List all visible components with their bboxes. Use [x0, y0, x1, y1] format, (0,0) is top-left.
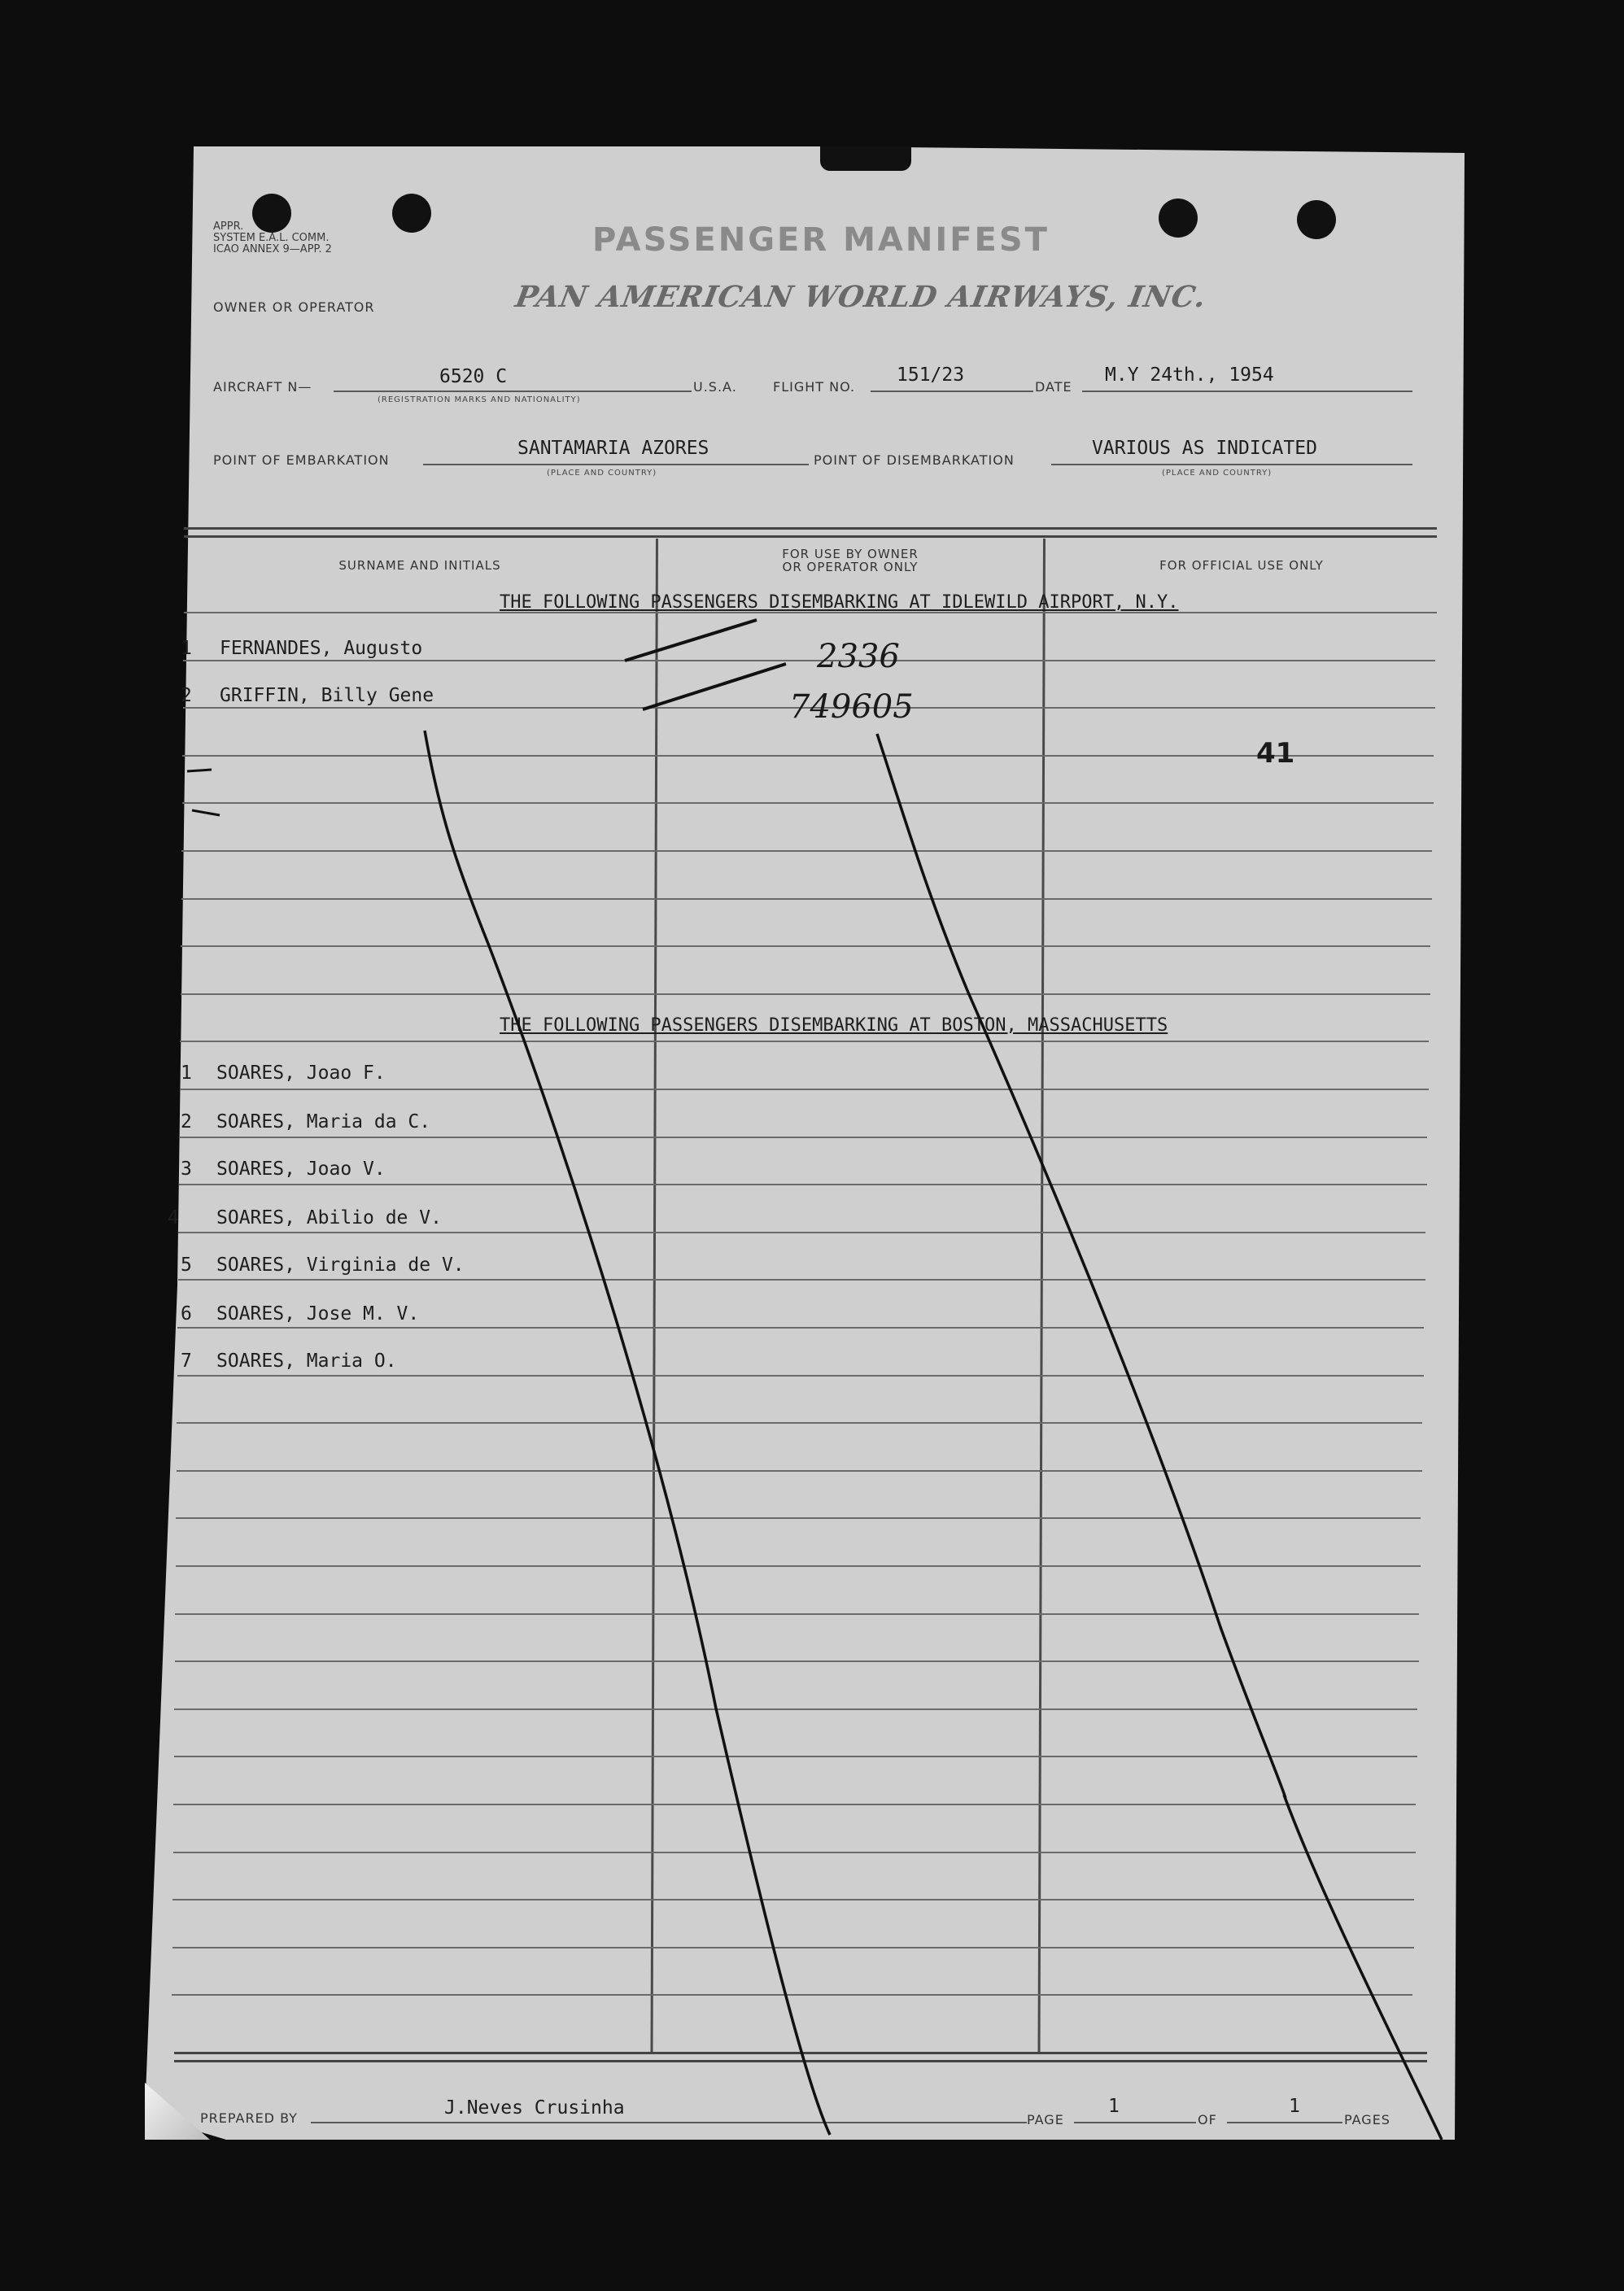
- usa-label: U.S.A.: [693, 379, 737, 395]
- aircraft-value: 6520 C: [439, 366, 508, 387]
- form-ref-line2: SYSTEM E.A.L. COMM.: [213, 232, 330, 244]
- section-heading-boston: THE FOLLOWING PASSENGERS DISEMBARKING AT BOSTON, MASSACHUSETTS: [500, 1015, 1168, 1036]
- stamp-number: 41: [1256, 737, 1295, 770]
- flight-label: FLIGHT NO.: [773, 379, 856, 395]
- form-ref-line3: ICAO ANNEX 9—APP. 2: [213, 243, 332, 255]
- pen-strike-line: [1284, 1795, 1442, 2140]
- col-header-surname: SURNAME AND INITIALS: [338, 558, 501, 573]
- form-ref-line1: APPR.: [213, 220, 244, 233]
- passenger-number: 5: [181, 1255, 192, 1276]
- section-heading-idlewild: THE FOLLOWING PASSENGERS DISEMBARKING AT IDLEWILD AIRPORT, N.Y.: [500, 592, 1179, 613]
- passenger-number: 7: [181, 1351, 192, 1372]
- disembark-value: VARIOUS AS INDICATED: [1092, 438, 1317, 459]
- pen-dash: [192, 810, 220, 815]
- pen-strike-line: [877, 734, 1286, 1798]
- embark-sublabel: (PLACE AND COUNTRY): [547, 469, 657, 478]
- passenger-number: 1: [181, 1063, 192, 1084]
- passenger-name: SOARES, Maria da C.: [216, 1111, 431, 1132]
- of-value: 1: [1289, 2096, 1300, 2117]
- handwritten-number: 749605: [789, 688, 914, 726]
- passenger-number: 6: [181, 1303, 192, 1324]
- owner-value: PAN AMERICAN WORLD AIRWAYS, INC.: [513, 280, 1210, 314]
- passenger-name: SOARES, Joao V.: [216, 1159, 386, 1180]
- pen-dash: [643, 664, 786, 709]
- disembark-label: POINT OF DISEMBARKATION: [814, 452, 1015, 468]
- passenger-name: SOARES, Joao F.: [216, 1063, 386, 1084]
- aircraft-sublabel: (REGISTRATION MARKS AND NATIONALITY): [378, 395, 581, 404]
- prepared-label: PREPARED BY: [200, 2110, 298, 2126]
- of-label: OF: [1198, 2112, 1217, 2127]
- passenger-name: GRIFFIN, Billy Gene: [220, 685, 434, 706]
- pen-dash: [187, 770, 212, 771]
- pen-dash: [625, 620, 757, 661]
- pages-label: PAGES: [1344, 2112, 1390, 2127]
- date-value: M.Y 24th., 1954: [1105, 364, 1274, 386]
- passenger-name: SOARES, Maria O.: [216, 1351, 397, 1372]
- handwritten-number: 2336: [817, 638, 900, 675]
- date-label: DATE: [1035, 379, 1072, 395]
- col-header-owner-line2: OR OPERATOR ONLY: [782, 560, 919, 574]
- passenger-number: 2: [181, 685, 192, 706]
- passenger-number: 4: [168, 1207, 179, 1228]
- disembark-sublabel: (PLACE AND COUNTRY): [1162, 469, 1273, 478]
- passenger-name: SOARES, Virginia de V.: [216, 1255, 465, 1276]
- passenger-name: FERNANDES, Augusto: [220, 638, 423, 659]
- passenger-number: 2: [181, 1111, 192, 1132]
- passenger-name: SOARES, Abilio de V.: [216, 1207, 442, 1228]
- embark-label: POINT OF EMBARKATION: [213, 452, 390, 468]
- embark-value: SANTAMARIA AZORES: [517, 438, 709, 459]
- form-title: PASSENGER MANIFEST: [592, 221, 1050, 259]
- flight-value: 151/23: [897, 364, 965, 386]
- col-header-official: FOR OFFICIAL USE ONLY: [1159, 558, 1324, 573]
- aircraft-label: AIRCRAFT N—: [213, 379, 312, 395]
- prepared-value: J.Neves Crusinha: [444, 2097, 625, 2119]
- page-label: PAGE: [1027, 2112, 1064, 2127]
- passenger-name: SOARES, Jose M. V.: [216, 1303, 420, 1324]
- col-header-owner-line1: FOR USE BY OWNER: [782, 547, 919, 561]
- passenger-number: 3: [181, 1159, 192, 1180]
- passenger-number: 1: [181, 638, 192, 659]
- owner-label: OWNER OR OPERATOR: [213, 299, 375, 315]
- page-value: 1: [1108, 2096, 1120, 2117]
- pen-strike-line: [425, 731, 830, 2135]
